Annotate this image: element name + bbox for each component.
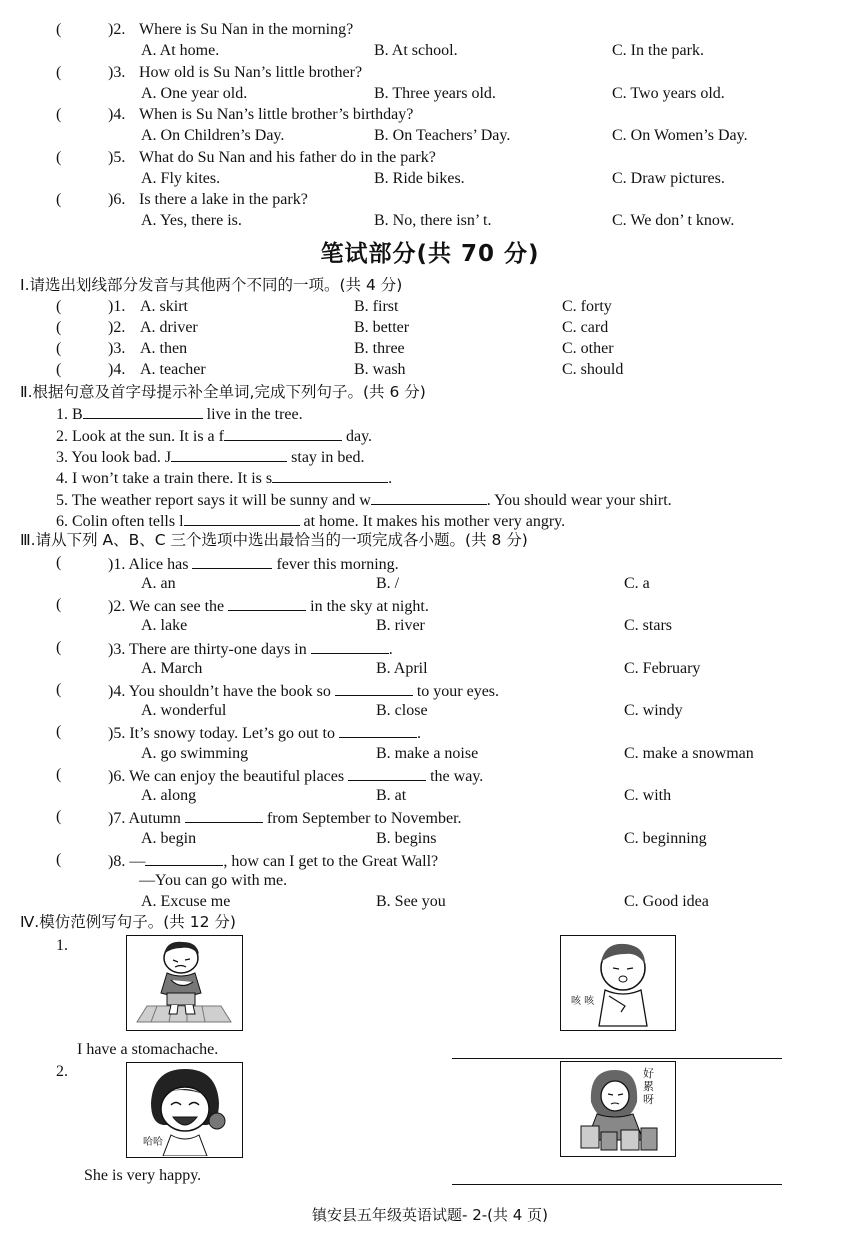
option-c: C. stars [624,617,672,634]
option-b: B. better [354,319,410,336]
mc-question [108,595,429,617]
answer-blank[interactable] [335,680,413,696]
option-b: B. Ride bikes. [374,170,465,187]
mc-question [108,680,499,702]
answer-blank[interactable] [145,850,223,866]
option-b: B. river [376,617,425,634]
option-b: B. make a noise [376,745,479,762]
tired-girl-picture [560,1061,676,1157]
question-number: )4. [108,361,126,378]
mc-question [108,807,462,829]
question-text: . [388,641,393,658]
question-text: the way. [426,768,484,785]
option-c: C. make a snowman [624,745,754,762]
sentence-text: . [388,470,393,487]
question-text: Autumn [128,810,185,827]
question-text: Alice has [128,556,193,573]
question-number: )1. [108,556,126,573]
question-number: )3. [108,641,126,658]
answer-bracket[interactable]: ( [56,149,62,166]
coughing-boy-picture [560,935,676,1031]
answer-bracket[interactable]: ( [56,808,62,825]
question-text: in the sky at night. [306,598,429,615]
dialogue-reply: —You can go with me. [139,872,288,889]
option-a: A. go swimming [141,745,249,762]
sentence-text: 5. The weather report says it will be sunny and w [56,492,371,509]
answer-blank[interactable] [184,510,300,526]
question-text: — [129,853,146,870]
fill-sentence-4 [56,467,392,489]
tired-text-3: 呀 [643,1093,654,1106]
option-a: A. Yes, there is. [141,212,242,229]
answer-blank[interactable] [339,722,417,738]
fill-sentence-3 [56,446,364,468]
question-number: )5. [108,725,126,742]
question-text: fever this morning. [272,556,399,573]
answer-blank[interactable] [185,807,263,823]
fill-sentence-6 [56,510,565,532]
option-a: A. One year old. [141,85,248,102]
option-c: C. On Women’s Day. [612,127,748,144]
answer-blank[interactable] [224,425,342,441]
option-c: C. forty [562,298,612,315]
example-number: 2. [56,1063,68,1080]
question-text: How old is Su Nan’s little brother? [139,64,363,81]
tired-girl-icon [561,1062,674,1155]
answer-bracket[interactable]: ( [56,298,62,315]
question-number: )4. [108,106,126,123]
question-text: . [416,725,421,742]
happy-girl-picture [126,1062,243,1158]
option-c: C. February [624,660,701,677]
question-number: )2. [108,21,126,38]
question-number: )3. [108,340,126,357]
mc-question [108,765,483,787]
answer-bracket[interactable]: ( [56,21,62,38]
sentence-text: 6. Colin often tells l [56,513,184,530]
option-b: B. At school. [374,42,458,59]
mc-question [108,850,438,872]
question-number: )6. [108,191,126,208]
answer-bracket[interactable]: ( [56,723,62,740]
option-a: A. an [141,575,176,592]
option-c: C. other [562,340,614,357]
question-text: You shouldn’t have the book so [128,683,335,700]
option-c: C. beginning [624,830,707,847]
option-c: C. should [562,361,624,378]
option-b: B. No, there isn’ t. [374,212,492,229]
option-c: C. In the park. [612,42,704,59]
option-b: B. three [354,340,405,357]
answer-blank[interactable] [192,553,272,569]
stomachache-boy-picture [126,935,243,1031]
mc-question [108,722,421,744]
option-a: A. lake [141,617,188,634]
question-text: It’s snowy today. Let’s go out to [129,725,339,742]
sentence-text: 4. I won’t take a train there. It is s [56,470,273,487]
sentence-text: at home. It makes his mother very angry. [299,513,566,530]
section-4-title: Ⅳ.模仿范例写句子。(共 12 分) [20,913,236,931]
option-b: B. begins [376,830,437,847]
question-number: )5. [108,149,126,166]
stomachache-boy-icon [127,936,241,1029]
sentence-text: . You should wear your shirt. [486,492,672,509]
option-b: B. / [376,575,400,592]
answer-bracket[interactable]: ( [56,106,62,123]
mc-question [108,553,399,575]
answer-blank[interactable] [371,489,487,505]
sentence-text: live in the tree. [202,406,303,423]
coughing-boy-icon [561,936,674,1029]
option-a: A. teacher [140,361,206,378]
written-section-title: 笔试部分(共 70 分) [320,241,540,267]
answer-bracket[interactable]: ( [56,340,62,357]
option-c: C. card [562,319,609,336]
option-b: B. On Teachers’ Day. [374,127,511,144]
option-c: C. Draw pictures. [612,170,725,187]
sentence-text: 2. Look at the sun. It is a f [56,428,224,445]
question-text: What do Su Nan and his father do in the park? [139,149,436,166]
answer-line[interactable] [452,1058,782,1059]
answer-bracket[interactable]: ( [56,596,62,613]
question-number: )2. [108,319,126,336]
tired-text-2: 累 [643,1080,654,1093]
answer-bracket[interactable]: ( [56,639,62,656]
section-3-title: Ⅲ.请从下列 A、B、C 三个选项中选出最恰当的一项完成各小题。(共 8 分) [20,531,528,549]
question-text: to your eyes. [412,683,500,700]
option-a: A. On Children’s Day. [141,127,285,144]
option-a: A. At home. [141,42,220,59]
answer-blank[interactable] [228,595,306,611]
option-c: C. a [624,575,650,592]
question-number: )7. [108,810,126,827]
sentence-text: 3. You look bad. J [56,449,172,466]
option-a: A. begin [141,830,197,847]
section-2-title: Ⅱ.根据句意及首字母提示补全单词,完成下列句子。(共 6 分) [20,383,426,401]
question-text: There are thirty-one days in [129,641,311,658]
option-c: C. Good idea [624,893,709,910]
question-text: When is Su Nan’s little brother’s birthday? [139,106,414,123]
option-b: B. close [376,702,428,719]
option-b: B. wash [354,361,406,378]
option-b: B. Three years old. [374,85,496,102]
question-number: )6. [108,768,126,785]
answer-blank[interactable] [311,638,389,654]
question-text: from September to November. [262,810,462,827]
answer-bracket[interactable]: ( [56,361,62,378]
option-b: B. first [354,298,399,315]
answer-bracket[interactable]: ( [56,319,62,336]
option-a: A. Fly kites. [141,170,221,187]
question-text: We can enjoy the beautiful places [129,768,349,785]
question-number: )8. [108,853,126,870]
option-a: A. along [141,787,197,804]
fill-sentence-2 [56,425,372,447]
answer-blank[interactable] [171,446,287,462]
section-1-title: Ⅰ.请选出划线部分发音与其他两个不同的一项。(共 4 分) [20,276,403,294]
answer-bracket[interactable]: ( [56,681,62,698]
question-text: Is there a lake in the park? [139,191,308,208]
question-number: )3. [108,64,126,81]
sentence-text: day. [341,428,373,445]
option-a: A. driver [140,319,198,336]
question-number: )2. [108,598,126,615]
option-b: B. See you [376,893,446,910]
option-c: C. windy [624,702,683,719]
cough-text: 咳 咳 [571,996,595,1007]
option-a: A. wonderful [141,702,227,719]
answer-blank[interactable] [348,765,426,781]
answer-blank[interactable] [83,403,203,419]
answer-bracket[interactable]: ( [56,191,62,208]
question-text: , how can I get to the Great Wall? [223,853,439,870]
option-c: C. Two years old. [612,85,725,102]
tired-text-1: 好 [643,1067,654,1080]
laugh-text: 哈哈 [143,1137,163,1148]
option-a: A. March [141,660,203,677]
option-a: A. skirt [140,298,188,315]
question-text: Where is Su Nan in the morning? [139,21,354,38]
option-a: A. Excuse me [141,893,231,910]
option-b: B. at [376,787,407,804]
sentence-text: 1. B [56,406,83,423]
answer-blank[interactable] [272,467,388,483]
example-sentence: I have a stomachache. [77,1041,219,1058]
mc-question [108,638,393,660]
example-number: 1. [56,937,68,954]
option-c: C. with [624,787,672,804]
option-a: A. then [140,340,188,357]
fill-sentence-1 [56,403,303,425]
sentence-text: stay in bed. [287,449,365,466]
answer-line[interactable] [452,1184,782,1185]
example-sentence: She is very happy. [84,1167,202,1184]
question-text: We can see the [129,598,229,615]
question-number: )4. [108,683,126,700]
answer-bracket[interactable]: ( [56,554,62,571]
option-b: B. April [376,660,428,677]
question-number: )1. [108,298,126,315]
answer-bracket[interactable]: ( [56,64,62,81]
page-footer: 镇安县五年级英语试题- 2-(共 4 页) [312,1206,548,1224]
fill-sentence-5 [56,489,672,511]
answer-bracket[interactable]: ( [56,851,62,868]
answer-bracket[interactable]: ( [56,766,62,783]
option-c: C. We don’ t know. [612,212,735,229]
